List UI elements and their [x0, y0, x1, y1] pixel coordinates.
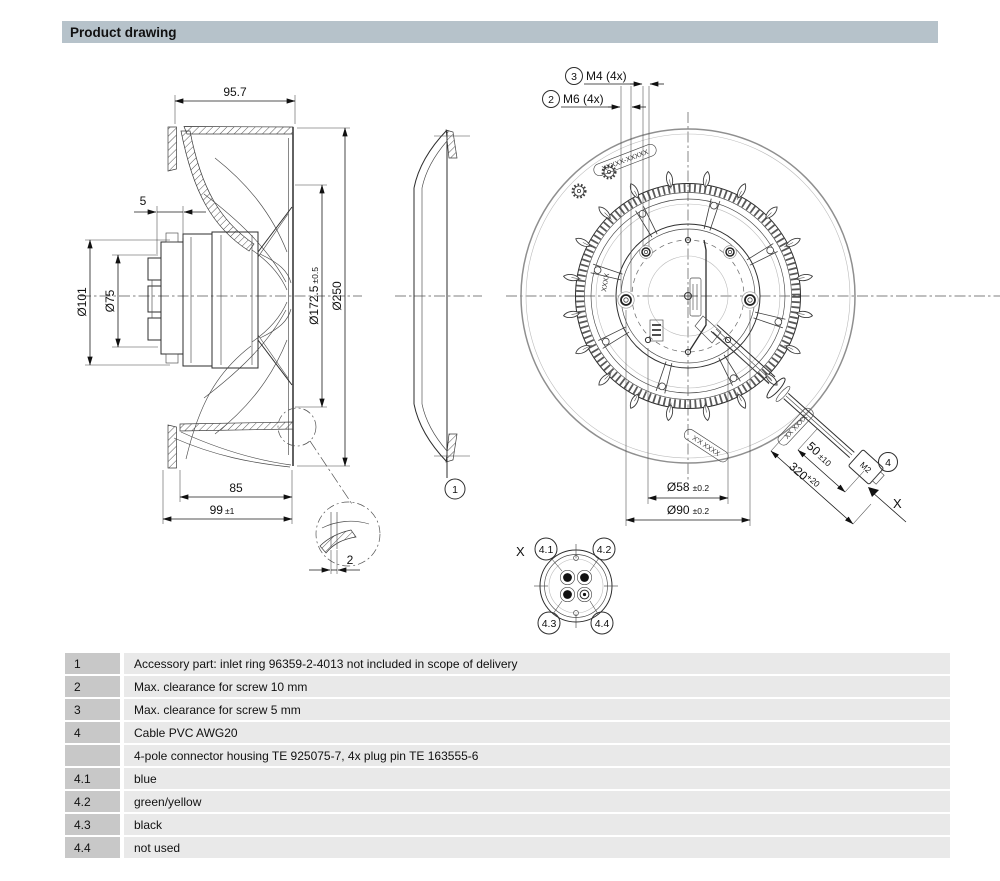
- dim-d75-label: Ø75: [103, 289, 117, 313]
- page-title: Product drawing: [70, 24, 177, 40]
- pin-3: [560, 587, 574, 601]
- dim-99-label: 99 ±1: [209, 503, 235, 517]
- dim-inlet-gap-label: 5: [139, 194, 147, 208]
- front-view: [506, 68, 1000, 527]
- callout-4: [879, 453, 898, 472]
- svg-text:3: 3: [571, 71, 577, 83]
- table-row-id: 4.1: [65, 768, 120, 789]
- callout-4-2: [593, 538, 615, 560]
- table-row-text: not used: [124, 837, 950, 858]
- dim-depth-label: 95.7: [223, 85, 247, 99]
- table-row: [65, 791, 950, 812]
- dim-d101-label: Ø101: [75, 287, 89, 317]
- table-row-text: Cable PVC AWG20: [124, 722, 950, 743]
- svg-text:1: 1: [452, 484, 458, 496]
- table-row-id: 4.2: [65, 791, 120, 812]
- dim-d172-label: Ø172.5±0.5: [307, 267, 321, 325]
- pin-2: [577, 570, 591, 584]
- table-row: [65, 837, 950, 858]
- table-row: [65, 699, 950, 720]
- pin-4: [577, 587, 591, 601]
- svg-text:4.2: 4.2: [596, 544, 612, 556]
- svg-text:XXXXX-XXXXX: XXXXX-XXXXX: [601, 148, 650, 173]
- table-row-id: 2: [65, 676, 120, 697]
- callout-1: [445, 479, 465, 499]
- connector-detail-view: [516, 538, 618, 634]
- hub-marking: XXXX: [601, 272, 612, 293]
- table-row-id: 3: [65, 699, 120, 720]
- dim-cable-total-label: $320^{+20}$: [786, 459, 822, 490]
- svg-text:X'X XXXX: X'X XXXX: [690, 434, 721, 458]
- legend-table: [65, 653, 950, 860]
- marking-label-1: [682, 427, 730, 463]
- svg-text:4.4: 4.4: [594, 618, 610, 630]
- callout-3: [566, 68, 583, 85]
- table-row-text: blue: [124, 768, 950, 789]
- dim-d90-label: Ø90 ±0.2: [666, 503, 710, 517]
- dim-d58-label: Ø58 ±0.2: [666, 480, 710, 494]
- table-row-id: 4.4: [65, 837, 120, 858]
- callout-4-3: [538, 612, 560, 634]
- callout-4-1: [535, 538, 557, 560]
- side-view-dimensions: [75, 85, 380, 574]
- table-row-id: 4: [65, 722, 120, 743]
- table-row-id: 1: [65, 653, 120, 674]
- table-row: [65, 722, 950, 743]
- dim-85-label: 85: [229, 481, 243, 495]
- table-row-id: [65, 745, 120, 766]
- table-row: [65, 676, 950, 697]
- table-row: [65, 768, 950, 789]
- pin-1: [560, 570, 574, 584]
- svg-text:4: 4: [885, 457, 891, 469]
- table-row: [65, 745, 950, 766]
- svg-text:XX XXXX: XX XXXX: [783, 413, 810, 441]
- table-row-id: 4.3: [65, 814, 120, 835]
- table-row-text: green/yellow: [124, 791, 950, 812]
- table-row-text: Accessory part: inlet ring 96359-2-4013 not included in scope of delivery: [124, 653, 950, 674]
- table-row-text: 4-pole connector housing TE 925075-7, 4x plug pin TE 163555-6: [124, 745, 950, 766]
- table-row: [65, 814, 950, 835]
- axis-x-label: X: [893, 496, 902, 511]
- svg-text:2: 2: [548, 94, 554, 106]
- svg-text:4.3: 4.3: [541, 618, 557, 630]
- m4-label: M4 (4x): [586, 69, 627, 83]
- svg-text:4.1: 4.1: [538, 544, 554, 556]
- dim-cable-free-label: 50±10: [804, 438, 834, 469]
- dim-wall-label: 2: [346, 553, 354, 567]
- detail-x-label: X: [516, 544, 525, 559]
- callout-4-4: [591, 612, 613, 634]
- m6-label: M6 (4x): [563, 92, 604, 106]
- connector-marking: M2: [857, 459, 874, 476]
- dim-d250-label: Ø250: [330, 281, 344, 311]
- callout-2: [543, 91, 560, 108]
- table-row-text: black: [124, 814, 950, 835]
- table-row-text: Max. clearance for screw 10 mm: [124, 676, 950, 697]
- table-row: [65, 653, 950, 674]
- inlet-ring-view: [395, 130, 482, 499]
- table-row-text: Max. clearance for screw 5 mm: [124, 699, 950, 720]
